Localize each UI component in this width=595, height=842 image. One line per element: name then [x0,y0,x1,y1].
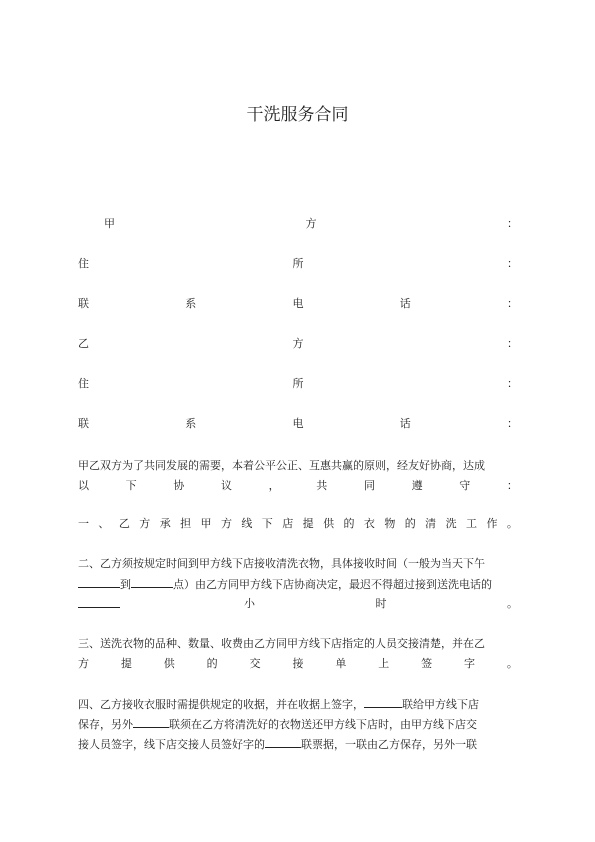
clause-2-line-1: 二、乙方须按规定时间到甲方线下店接收清洗衣物，具体接收时间（一般为当天下午 [78,557,485,570]
clause-1-char: 甲 [200,517,212,530]
intro-line: 甲乙双方为了共同发展的需要，本着公平公正、互惠共赢的原则，经友好协商，达成 [78,459,485,472]
intro-char: 议 [220,479,232,492]
clause-1-char: 方 [139,517,151,530]
clause-4-line-1 [78,696,518,713]
clause-2-spread-line [244,596,518,612]
clause-1-char: 工 [466,517,478,530]
fill-blank[interactable] [78,576,120,588]
clause-1-char: 方 [220,517,232,530]
intro-char: ， [268,479,280,492]
party-a-char: ： [507,217,518,230]
intro-char: 同 [363,479,375,492]
clause-3-char: 交 [249,657,261,670]
fill-blank[interactable] [131,576,173,588]
clause-1-line [78,516,518,532]
clause-1-char: 线 [241,517,253,530]
clause-3-char: 方 [78,657,89,670]
party-b-row [78,336,518,352]
party-a-address-char: ： [507,257,518,270]
party-a-row [104,216,518,232]
clause-1-char: 乙 [118,517,130,530]
clause-2-text: 点）由乙方同甲方线下店协商决定，最迟不得超过接到送洗电话的 [173,578,492,591]
clause-1-char: 清 [425,517,437,530]
clause-4-text: 接人员签字，线下店交接人员签好字的 [78,738,265,751]
party-b-phone-char: 联 [78,417,89,430]
party-a-phone-char: 话 [399,297,411,310]
clause-1-char: 。 [506,517,518,530]
clause-4-line-3 [78,736,518,753]
party-a-phone-char: 联 [78,297,89,310]
clause-3-char: 单 [335,657,347,670]
intro-char: ： [506,479,518,492]
party-b-phone-row [78,416,518,432]
party-a-char: 甲 [104,217,115,230]
clause-4-line-2 [78,716,518,733]
clause-1-char: 的 [343,517,355,530]
intro-char: 协 [173,479,185,492]
intro-char: 遵 [411,479,423,492]
party-b-char: 乙 [78,337,89,350]
party-b-phone-char: ： [507,417,518,430]
clause-4-text: 联须在乙方将清洗好的衣物送还甲方线下店时，由甲方线下店交 [169,718,477,731]
clause-3-char: 供 [163,657,175,670]
clause-1-char: 店 [282,517,294,530]
party-a-phone-row [78,296,518,312]
clause-2-line-2 [78,576,518,593]
party-a-address-row [78,256,518,272]
party-b-char: 方 [292,337,304,350]
clause-1-char: 担 [180,517,192,530]
party-a-phone-char: 电 [292,297,304,310]
intro-char: 共 [316,479,328,492]
clause-1-char: 衣 [363,517,375,530]
clause-4-text: 联给甲方线下店 [402,698,479,711]
clause-1-char: 下 [261,517,273,530]
party-a-char: 方 [305,217,317,230]
party-b-address-char: ： [507,377,518,390]
intro-char: 守 [459,479,471,492]
party-b-address-row [78,376,518,392]
clause-1-char: 一 [78,517,89,530]
clause-3-char: 签 [421,657,433,670]
document-title: 干洗服务合同 [246,105,349,125]
clause-3-char: 提 [120,657,132,670]
clause-3-line-1: 三、送洗衣物的品种、数量、收费由乙方同甲方线下店指定的人员交接清楚，并在乙 [78,637,485,650]
clause-1-char: 、 [98,517,110,530]
clause-4-text: 联票据，一联由乙方保存，另外一联 [301,738,477,751]
clause-1-char: 洗 [445,517,457,530]
clause-1-char: 承 [159,517,171,530]
clause-3-spread-line [78,656,518,672]
party-b-phone-char: 电 [292,417,304,430]
clause-3-char: 的 [206,657,218,670]
party-a-phone-char: 系 [185,297,197,310]
clause-2-char: 小 [244,597,255,610]
intro-char: 以 [78,479,89,492]
clause-2-text: 到 [120,578,131,591]
clause-1-char: 提 [302,517,314,530]
clause-1-char: 作 [486,517,498,530]
clause-3-char: 字 [464,657,476,670]
party-a-address-char: 所 [292,257,304,270]
clause-4-text: 四、乙方接收衣服时需提供规定的收据，并在收据上签字， [78,698,364,711]
intro-spread-line [78,478,518,494]
clause-1-char: 物 [384,517,396,530]
party-b-address-char: 住 [78,377,89,390]
clause-1-char: 的 [404,517,416,530]
party-b-address-char: 所 [292,377,304,390]
clause-4-text: 保存，另外 [78,718,133,731]
intro-char: 下 [125,479,137,492]
clause-3-char: 接 [292,657,304,670]
fill-blank[interactable] [133,716,169,728]
fill-blank[interactable] [78,596,120,608]
clause-2-char: 时 [375,597,387,610]
party-b-phone-char: 系 [185,417,197,430]
clause-1-char: 供 [323,517,335,530]
clause-2-char: 。 [507,597,518,610]
party-a-address-char: 住 [78,257,89,270]
party-b-char: ： [507,337,518,350]
clause-3-char: 。 [506,657,518,670]
party-b-phone-char: 话 [399,417,411,430]
party-a-phone-char: ： [507,297,518,310]
fill-blank[interactable] [364,696,402,708]
clause-3-char: 上 [378,657,390,670]
fill-blank[interactable] [265,736,301,748]
